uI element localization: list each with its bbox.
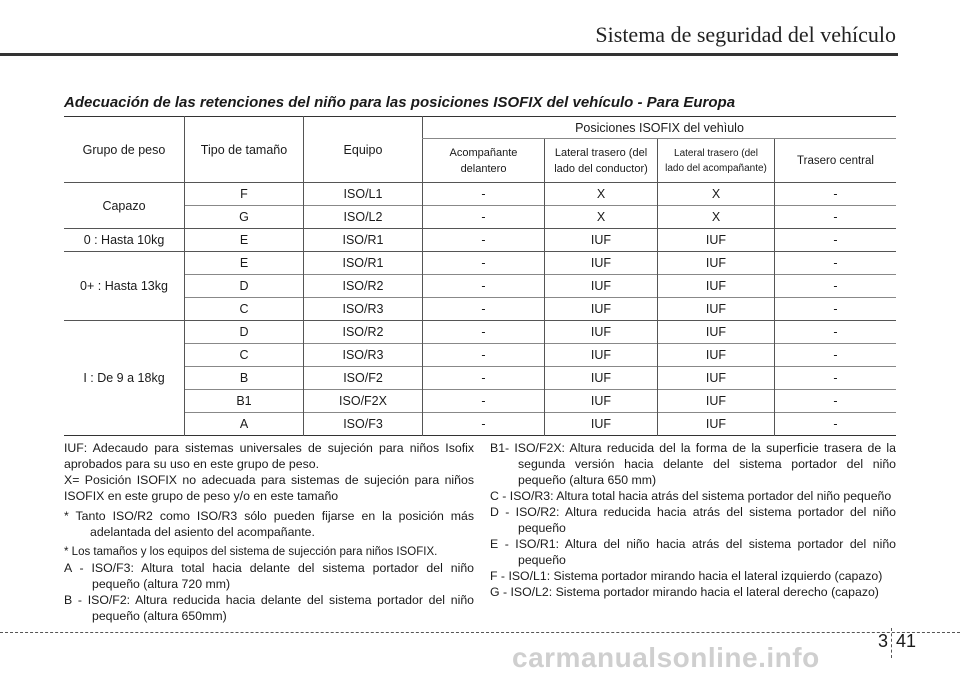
cell-acompanante: - bbox=[423, 344, 545, 367]
table-row bbox=[64, 229, 896, 252]
cell-trasero-central: - bbox=[775, 298, 897, 321]
cell-acompanante: - bbox=[423, 252, 545, 275]
notes-left-column bbox=[64, 440, 474, 624]
section-title: Adecuación de las retenciones del niño para las posiciones ISOFIX del vehículo - Para Europa bbox=[64, 94, 736, 111]
table-row bbox=[64, 390, 896, 413]
notes-right-column bbox=[490, 440, 896, 600]
cell-lateral-acompanante: IUF bbox=[658, 298, 775, 321]
page-number: 41 bbox=[896, 631, 917, 651]
cell-lateral-conductor: IUF bbox=[545, 321, 658, 344]
page-number-separator bbox=[891, 628, 892, 658]
cell-equipo: ISO/L1 bbox=[304, 183, 423, 206]
note-iuf: IUF: Adecaudo para sistemas universales de sujeción para niños Isofix aprobados para su uso en este grupo de peso. bbox=[64, 441, 474, 471]
cell-tipo: D bbox=[185, 321, 304, 344]
cell-lateral-acompanante: IUF bbox=[658, 344, 775, 367]
cell-equipo: ISO/R2 bbox=[304, 275, 423, 298]
header-trasero-central: Trasero central bbox=[775, 139, 897, 183]
cell-tipo: E bbox=[185, 252, 304, 275]
cell-tipo: G bbox=[185, 206, 304, 229]
cell-lateral-conductor: IUF bbox=[545, 413, 658, 436]
cell-acompanante: - bbox=[423, 390, 545, 413]
header-lateral-acompanante-line1: Lateral trasero (del bbox=[674, 147, 758, 159]
note-f: F - ISO/L1: Sistema portador mirando hacia el lateral izquierdo (capazo) bbox=[490, 569, 883, 583]
cell-lateral-conductor: X bbox=[545, 183, 658, 206]
header-equipo: Equipo bbox=[304, 117, 423, 183]
table-row bbox=[64, 252, 896, 275]
cell-equipo: ISO/F2 bbox=[304, 367, 423, 390]
cell-lateral-conductor: IUF bbox=[545, 275, 658, 298]
cell-lateral-acompanante: IUF bbox=[658, 252, 775, 275]
table-row bbox=[64, 183, 896, 206]
group-label: Capazo bbox=[64, 183, 185, 229]
header-lateral-conductor-line1: Lateral trasero (del bbox=[554, 146, 648, 159]
cell-tipo: E bbox=[185, 229, 304, 252]
cell-tipo: B1 bbox=[185, 390, 304, 413]
cell-tipo: B bbox=[185, 367, 304, 390]
header-rule bbox=[0, 53, 898, 56]
cell-lateral-acompanante: IUF bbox=[658, 321, 775, 344]
cell-lateral-acompanante: IUF bbox=[658, 390, 775, 413]
header-lateral-conductor bbox=[545, 139, 658, 183]
isofix-table bbox=[64, 116, 896, 436]
note-b1: B1- ISO/F2X: Altura reducida del la forma de la superficie trasera de la segunda versión hacia delante del sistema portador del niño pequeño (altura 650 mm) bbox=[490, 441, 896, 487]
footer-dashed-rule bbox=[0, 632, 960, 633]
cell-equipo: ISO/R1 bbox=[304, 229, 423, 252]
cell-equipo: ISO/F3 bbox=[304, 413, 423, 436]
header-acompanante-line1: Acompañante bbox=[449, 146, 518, 159]
cell-lateral-conductor: X bbox=[545, 206, 658, 229]
note-x: X= Posición ISOFIX no adecuada para sistemas de sujeción para niños ISOFIX en este grupo de peso y/o en este tamaño bbox=[64, 473, 474, 503]
cell-acompanante: - bbox=[423, 321, 545, 344]
cell-equipo: ISO/R1 bbox=[304, 252, 423, 275]
cell-tipo: F bbox=[185, 183, 304, 206]
table-row bbox=[64, 298, 896, 321]
cell-trasero-central: - bbox=[775, 229, 897, 252]
cell-trasero-central: - bbox=[775, 413, 897, 436]
table-body bbox=[64, 183, 896, 436]
cell-acompanante: - bbox=[423, 298, 545, 321]
table-row bbox=[64, 321, 896, 344]
cell-acompanante: - bbox=[423, 183, 545, 206]
cell-lateral-conductor: IUF bbox=[545, 252, 658, 275]
header-lateral-conductor-line2: lado del conductor) bbox=[554, 162, 648, 175]
cell-trasero-central: - bbox=[775, 344, 897, 367]
table-row bbox=[64, 367, 896, 390]
cell-acompanante: - bbox=[423, 367, 545, 390]
cell-trasero-central: - bbox=[775, 321, 897, 344]
cell-trasero-central: - bbox=[775, 252, 897, 275]
header-lateral-acompanante-line2: lado del acompañante) bbox=[665, 162, 767, 174]
note-e: E - ISO/R1: Altura del niño hacia atrás del sistema portador del niño pequeño bbox=[490, 537, 896, 567]
table-row bbox=[64, 344, 896, 367]
cell-acompanante: - bbox=[423, 275, 545, 298]
cell-lateral-conductor: IUF bbox=[545, 344, 658, 367]
cell-acompanante: - bbox=[423, 413, 545, 436]
note-star-1: * Tanto ISO/R2 como ISO/R3 sólo pueden fijarse en la posición más adelantada del asiento del acompañante. bbox=[64, 509, 474, 539]
cell-trasero-central: - bbox=[775, 367, 897, 390]
cell-equipo: ISO/R2 bbox=[304, 321, 423, 344]
page-header-title: Sistema de seguridad del vehículo bbox=[595, 22, 896, 47]
table-row bbox=[64, 413, 896, 436]
cell-lateral-acompanante: IUF bbox=[658, 229, 775, 252]
note-a: A - ISO/F3: Altura total hacia delante del sistema portador del niño pequeño (altura 720 mm) bbox=[64, 561, 474, 591]
watermark: carmanualsonline.info bbox=[512, 642, 820, 673]
cell-tipo: C bbox=[185, 344, 304, 367]
group-label: 0 : Hasta 10kg bbox=[64, 229, 185, 252]
cell-lateral-acompanante: IUF bbox=[658, 275, 775, 298]
table-row bbox=[64, 206, 896, 229]
cell-lateral-conductor: IUF bbox=[545, 390, 658, 413]
header-tipo: Tipo de tamaño bbox=[185, 117, 304, 183]
note-b: B - ISO/F2: Altura reducida hacia delante del sistema portador del niño pequeño (altura 650mm) bbox=[64, 593, 474, 623]
cell-equipo: ISO/R3 bbox=[304, 344, 423, 367]
note-c: C - ISO/R3: Altura total hacia atrás del sistema portador del niño pequeño bbox=[490, 489, 892, 503]
cell-lateral-acompanante: IUF bbox=[658, 367, 775, 390]
header-lateral-acompanante bbox=[658, 139, 775, 183]
cell-acompanante: - bbox=[423, 229, 545, 252]
cell-tipo: D bbox=[185, 275, 304, 298]
cell-tipo: C bbox=[185, 298, 304, 321]
cell-lateral-conductor: IUF bbox=[545, 229, 658, 252]
cell-trasero-central: - bbox=[775, 206, 897, 229]
cell-trasero-central: - bbox=[775, 183, 897, 206]
cell-equipo: ISO/L2 bbox=[304, 206, 423, 229]
section-number: 3 bbox=[878, 631, 889, 651]
header-posiciones: Posiciones ISOFIX del vehìulo bbox=[423, 117, 897, 139]
group-label: 0+ : Hasta 13kg bbox=[64, 252, 185, 321]
note-star-2: * Los tamaños y los equipos del sistema de sujección para niños ISOFIX. bbox=[64, 546, 438, 558]
cell-trasero-central: - bbox=[775, 275, 897, 298]
note-d: D - ISO/R2: Altura reducida hacia atrás del sistema portador del niño pequeño bbox=[490, 505, 896, 535]
note-g: G - ISO/L2: Sistema portador mirando hacia el lateral derecho (capazo) bbox=[490, 585, 879, 599]
header-grupo: Grupo de peso bbox=[82, 142, 166, 157]
cell-trasero-central: - bbox=[775, 390, 897, 413]
table-row bbox=[64, 275, 896, 298]
cell-equipo: ISO/F2X bbox=[304, 390, 423, 413]
cell-acompanante: - bbox=[423, 206, 545, 229]
header-acompanante bbox=[423, 139, 545, 183]
group-label: I : De 9 a 18kg bbox=[64, 321, 185, 436]
cell-lateral-conductor: IUF bbox=[545, 298, 658, 321]
cell-tipo: A bbox=[185, 413, 304, 436]
cell-lateral-acompanante: IUF bbox=[658, 413, 775, 436]
header-acompanante-line2: delantero bbox=[460, 162, 507, 175]
cell-lateral-acompanante: X bbox=[658, 206, 775, 229]
cell-equipo: ISO/R3 bbox=[304, 298, 423, 321]
cell-lateral-conductor: IUF bbox=[545, 367, 658, 390]
cell-lateral-acompanante: X bbox=[658, 183, 775, 206]
